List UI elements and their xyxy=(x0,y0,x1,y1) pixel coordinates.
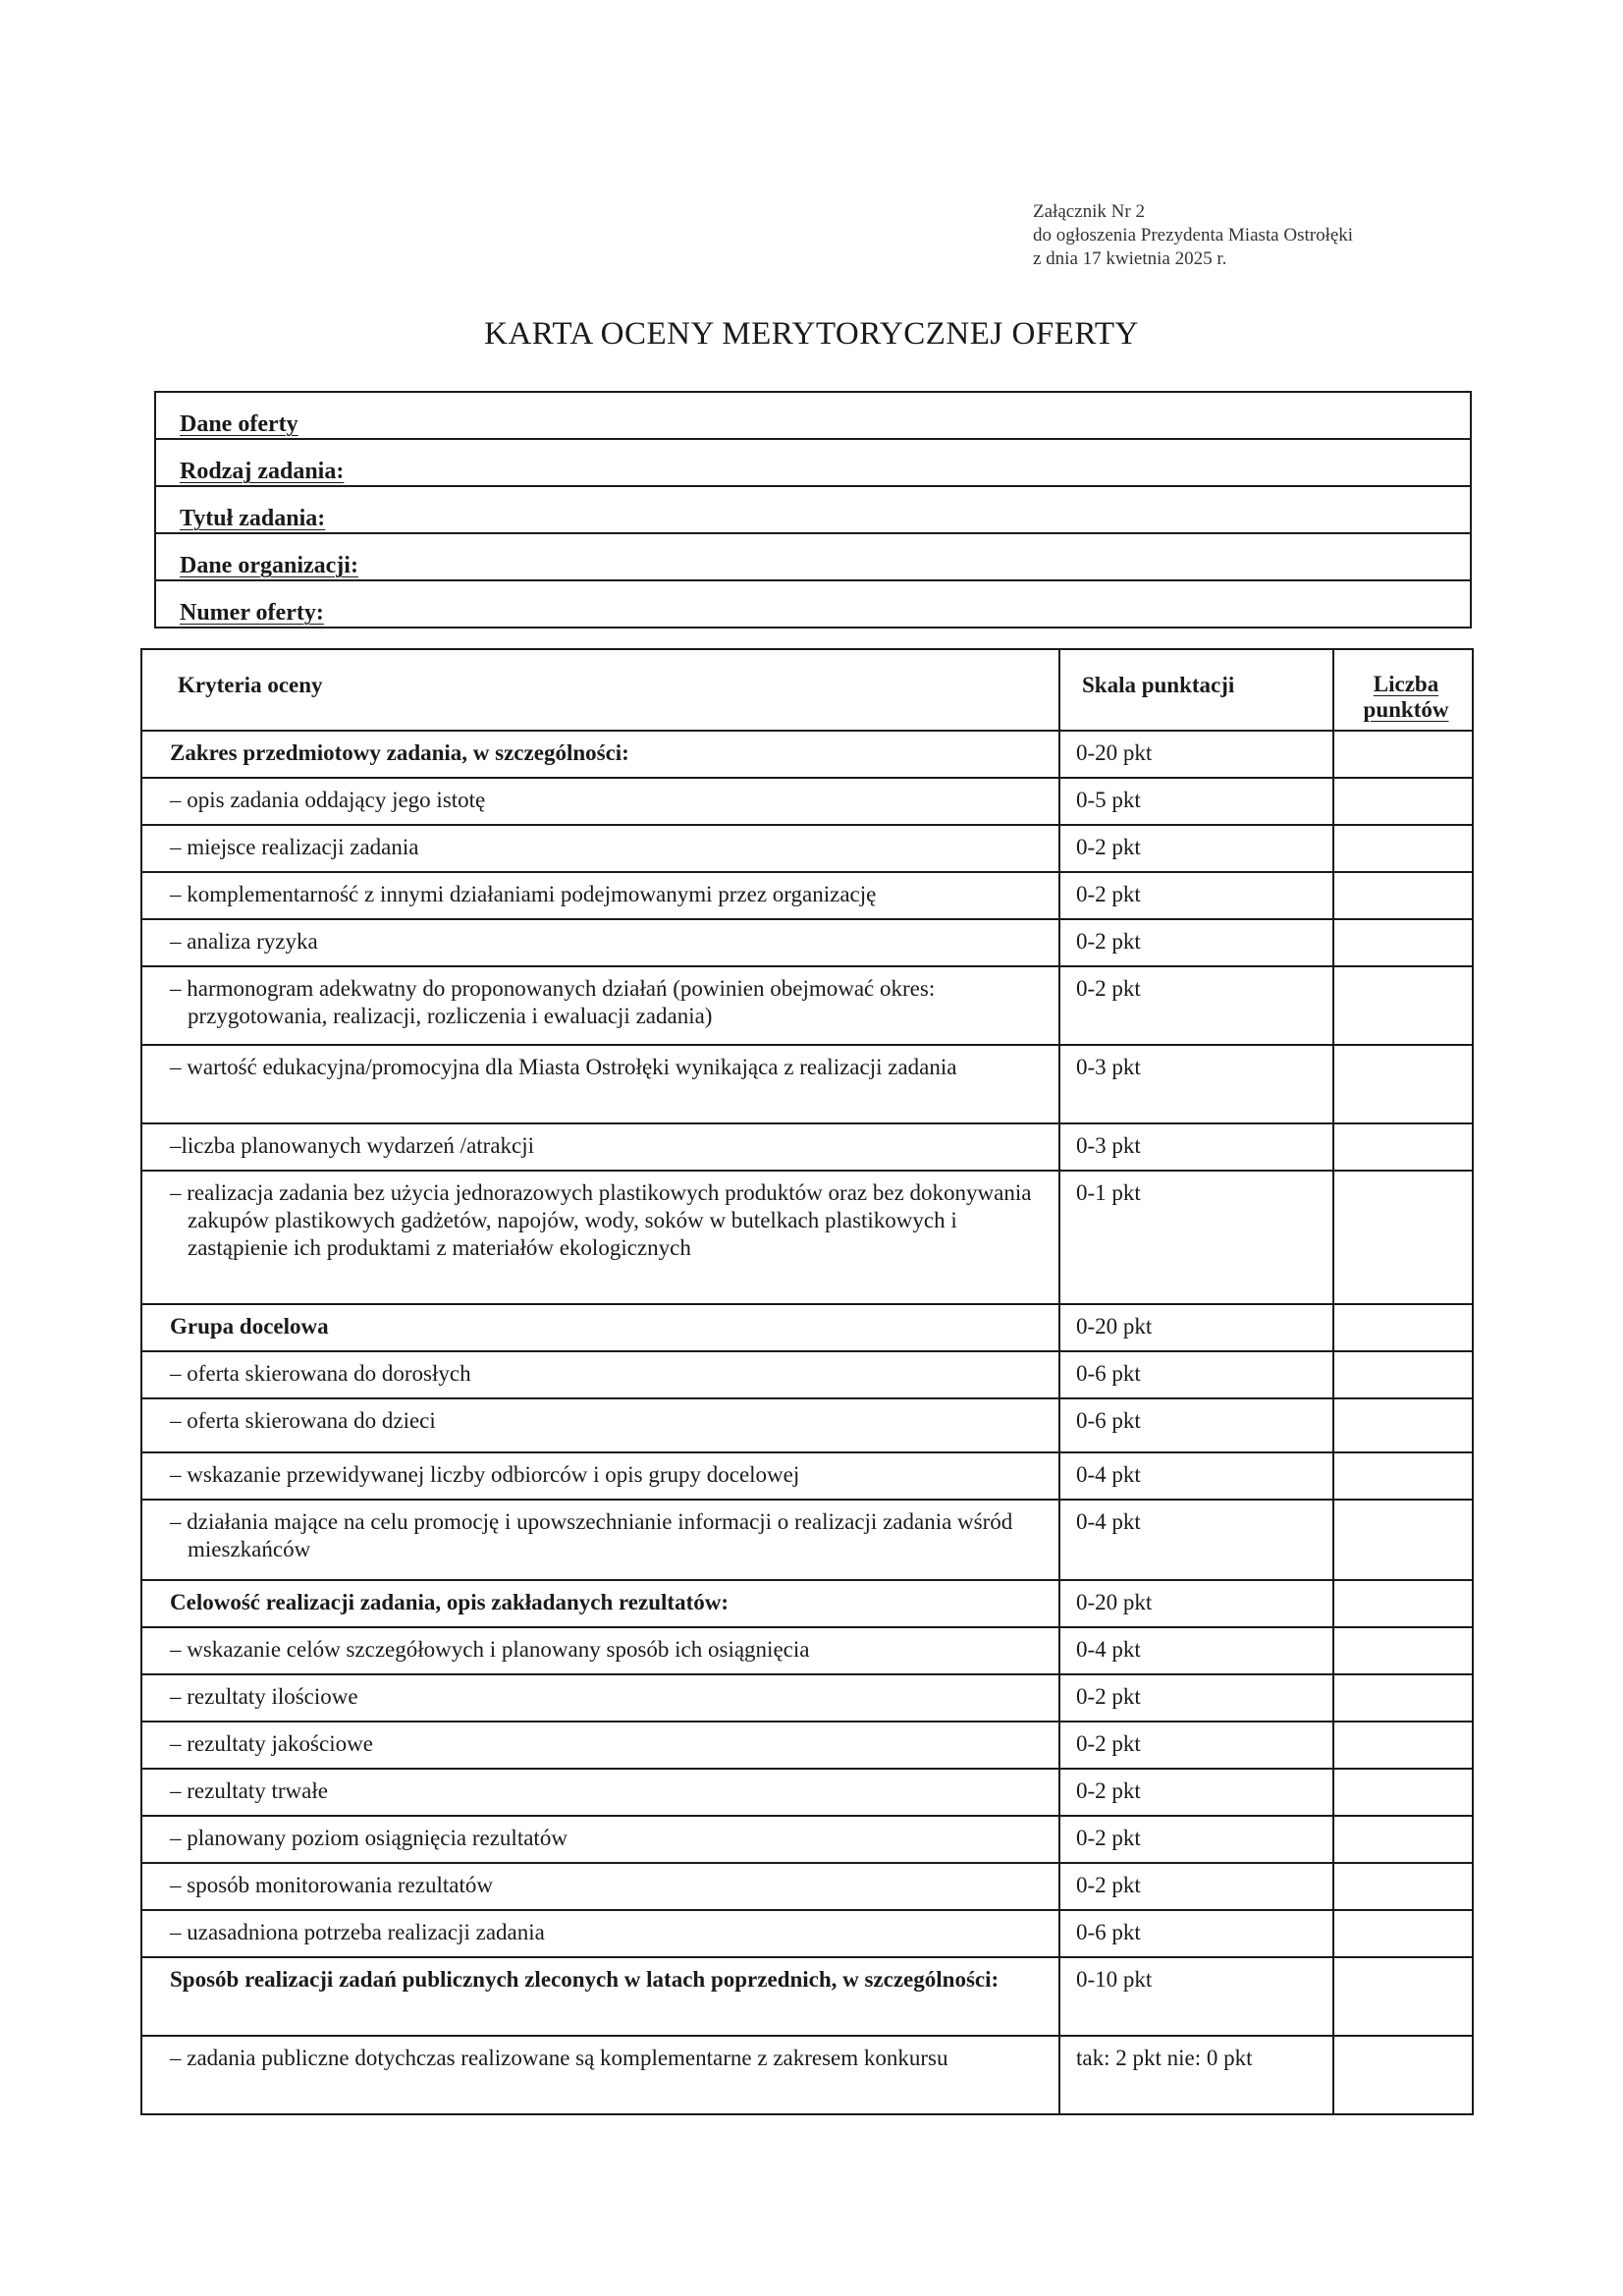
criteria-header: Kryteria oceny xyxy=(141,649,1059,731)
criteria-row xyxy=(141,1674,1473,1722)
criterion-scale: 0-2 pkt xyxy=(1059,1863,1333,1910)
points-header-label: Liczba punktów xyxy=(1363,672,1449,722)
criteria-row xyxy=(141,825,1473,872)
criteria-row xyxy=(141,1910,1473,1957)
criteria-row xyxy=(141,778,1473,825)
points-cell[interactable] xyxy=(1333,1816,1473,1863)
criterion-scale: 0-2 pkt xyxy=(1059,825,1333,872)
criteria-row xyxy=(141,1500,1473,1580)
points-cell[interactable] xyxy=(1333,1398,1473,1452)
criteria-row xyxy=(141,1351,1473,1398)
offer-field-label: Rodzaj zadania: xyxy=(180,459,345,484)
offer-field xyxy=(155,580,1471,628)
criteria-row xyxy=(141,1123,1473,1171)
criteria-row xyxy=(141,872,1473,919)
points-cell[interactable] xyxy=(1333,1722,1473,1769)
criterion-text: – uzasadniona potrzeba realizacji zadania xyxy=(141,1910,1059,1957)
points-cell[interactable] xyxy=(1333,1580,1473,1627)
criterion-text: – sposób monitorowania rezultatów xyxy=(141,1863,1059,1910)
criterion-text: – opis zadania oddający jego istotę xyxy=(141,778,1059,825)
criterion-scale: 0-2 pkt xyxy=(1059,919,1333,966)
criterion-scale: 0-2 pkt xyxy=(1059,1674,1333,1722)
criteria-row xyxy=(141,966,1473,1045)
criterion-scale: 0-6 pkt xyxy=(1059,1351,1333,1398)
criterion-text: – rezultaty trwałe xyxy=(141,1769,1059,1816)
criterion-scale: 0-2 pkt xyxy=(1059,1816,1333,1863)
points-cell[interactable] xyxy=(1333,1452,1473,1500)
criteria-table xyxy=(140,648,1474,2115)
criterion-scale: 0-5 pkt xyxy=(1059,778,1333,825)
points-cell[interactable] xyxy=(1333,1957,1473,2036)
points-cell[interactable] xyxy=(1333,1304,1473,1351)
criterion-scale: 0-2 pkt xyxy=(1059,966,1333,1045)
criterion-scale: 0-2 pkt xyxy=(1059,1769,1333,1816)
points-cell[interactable] xyxy=(1333,731,1473,778)
criteria-row xyxy=(141,2036,1473,2114)
criterion-text: – rezultaty ilościowe xyxy=(141,1674,1059,1722)
criterion-text: – zadania publiczne dotychczas realizowane są komplementarne z zakresem konkursu xyxy=(141,2036,1059,2114)
criterion-text: – rezultaty jakościowe xyxy=(141,1722,1059,1769)
criteria-section-row xyxy=(141,1304,1473,1351)
criterion-scale: 0-2 pkt xyxy=(1059,1722,1333,1769)
points-cell[interactable] xyxy=(1333,1351,1473,1398)
criterion-scale: tak: 2 pkt nie: 0 pkt xyxy=(1059,2036,1333,2114)
criterion-scale: 0-4 pkt xyxy=(1059,1452,1333,1500)
criterion-scale: 0-6 pkt xyxy=(1059,1910,1333,1957)
criterion-text: – oferta skierowana do dzieci xyxy=(141,1398,1059,1452)
points-cell[interactable] xyxy=(1333,1769,1473,1816)
criteria-section-row xyxy=(141,731,1473,778)
points-cell[interactable] xyxy=(1333,825,1473,872)
criterion-scale: 0-20 pkt xyxy=(1059,1304,1333,1351)
criterion-scale: 0-6 pkt xyxy=(1059,1398,1333,1452)
points-cell[interactable] xyxy=(1333,778,1473,825)
criterion-text: Grupa docelowa xyxy=(141,1304,1059,1351)
criterion-text: Sposób realizacji zadań publicznych zleconych w latach poprzednich, w szczególności: xyxy=(141,1957,1059,2036)
criteria-row xyxy=(141,1722,1473,1769)
offer-field xyxy=(155,486,1471,533)
criteria-row xyxy=(141,1398,1473,1452)
offer-field xyxy=(155,533,1471,580)
annex-note xyxy=(1033,200,1353,271)
criterion-text: – harmonogram adekwatny do proponowanych działań (powinien obejmować okres: przygotowania, realizacji, rozliczenia i ewaluacji zadania) xyxy=(141,966,1059,1045)
points-cell[interactable] xyxy=(1333,2036,1473,2114)
points-cell[interactable] xyxy=(1333,1045,1473,1123)
points-header xyxy=(1333,649,1473,731)
criterion-scale: 0-20 pkt xyxy=(1059,1580,1333,1627)
criterion-scale: 0-4 pkt xyxy=(1059,1627,1333,1674)
scale-header: Skala punktacji xyxy=(1059,649,1333,731)
criterion-text: –liczba planowanych wydarzeń /atrakcji xyxy=(141,1123,1059,1171)
annex-line-1: Załącznik Nr 2 xyxy=(1033,201,1145,222)
criterion-text: – oferta skierowana do dorosłych xyxy=(141,1351,1059,1398)
offer-field-label: Dane organizacji: xyxy=(180,553,358,578)
annex-line-3: z dnia 17 kwietnia 2025 r. xyxy=(1033,248,1227,269)
points-cell[interactable] xyxy=(1333,872,1473,919)
criterion-scale: 0-2 pkt xyxy=(1059,872,1333,919)
points-cell[interactable] xyxy=(1333,919,1473,966)
criteria-header-row xyxy=(141,649,1473,731)
criteria-row xyxy=(141,1045,1473,1123)
criteria-row xyxy=(141,1171,1473,1304)
criteria-row xyxy=(141,919,1473,966)
criterion-text: – realizacja zadania bez użycia jednorazowych plastikowych produktów oraz bez dokonywania zakupów plastikowych gadżetów, napojów, wody, soków w butelkach plastikowych i zastąpienie ich produktami z materiałów ekologicznych xyxy=(141,1171,1059,1304)
offer-field xyxy=(155,392,1471,439)
criterion-text: – miejsce realizacji zadania xyxy=(141,825,1059,872)
criterion-scale: 0-20 pkt xyxy=(1059,731,1333,778)
points-cell[interactable] xyxy=(1333,1674,1473,1722)
criterion-text: – planowany poziom osiągnięcia rezultatów xyxy=(141,1816,1059,1863)
points-cell[interactable] xyxy=(1333,1910,1473,1957)
criterion-text: – wskazanie przewidywanej liczby odbiorców i opis grupy docelowej xyxy=(141,1452,1059,1500)
offer-data-table xyxy=(154,391,1472,629)
criteria-section-row xyxy=(141,1957,1473,2036)
criterion-scale: 0-4 pkt xyxy=(1059,1500,1333,1580)
points-cell[interactable] xyxy=(1333,1500,1473,1580)
criterion-text: – analiza ryzyka xyxy=(141,919,1059,966)
points-cell[interactable] xyxy=(1333,1863,1473,1910)
points-cell[interactable] xyxy=(1333,966,1473,1045)
criteria-row xyxy=(141,1627,1473,1674)
criterion-text: Celowość realizacji zadania, opis zakładanych rezultatów: xyxy=(141,1580,1059,1627)
criterion-scale: 0-1 pkt xyxy=(1059,1171,1333,1304)
criterion-scale: 0-3 pkt xyxy=(1059,1045,1333,1123)
criteria-row xyxy=(141,1816,1473,1863)
offer-field-label: Tytuł zadania: xyxy=(180,506,326,531)
points-cell[interactable] xyxy=(1333,1627,1473,1674)
criteria-row xyxy=(141,1452,1473,1500)
document-title: KARTA OCENY MERYTORYCZNEJ OFERTY xyxy=(484,316,1139,352)
criterion-scale: 0-10 pkt xyxy=(1059,1957,1333,2036)
points-cell[interactable] xyxy=(1333,1171,1473,1304)
annex-line-2: do ogłoszenia Prezydenta Miasta Ostrołęki xyxy=(1033,225,1354,246)
offer-field-label: Dane oferty xyxy=(180,411,298,437)
criterion-text: – wskazanie celów szczegółowych i planowany sposób ich osiągnięcia xyxy=(141,1627,1059,1674)
points-cell[interactable] xyxy=(1333,1123,1473,1171)
offer-field xyxy=(155,439,1471,486)
criterion-text: – wartość edukacyjna/promocyjna dla Miasta Ostrołęki wynikająca z realizacji zadania xyxy=(141,1045,1059,1123)
criterion-text: – działania mające na celu promocję i upowszechnianie informacji o realizacji zadania wśród mieszkańców xyxy=(141,1500,1059,1580)
criterion-text: – komplementarność z innymi działaniami podejmowanymi przez organizację xyxy=(141,872,1059,919)
offer-field-label: Numer oferty: xyxy=(180,600,324,626)
criterion-text: Zakres przedmiotowy zadania, w szczególności: xyxy=(141,731,1059,778)
criterion-scale: 0-3 pkt xyxy=(1059,1123,1333,1171)
criteria-section-row xyxy=(141,1580,1473,1627)
criteria-row xyxy=(141,1863,1473,1910)
criteria-row xyxy=(141,1769,1473,1816)
